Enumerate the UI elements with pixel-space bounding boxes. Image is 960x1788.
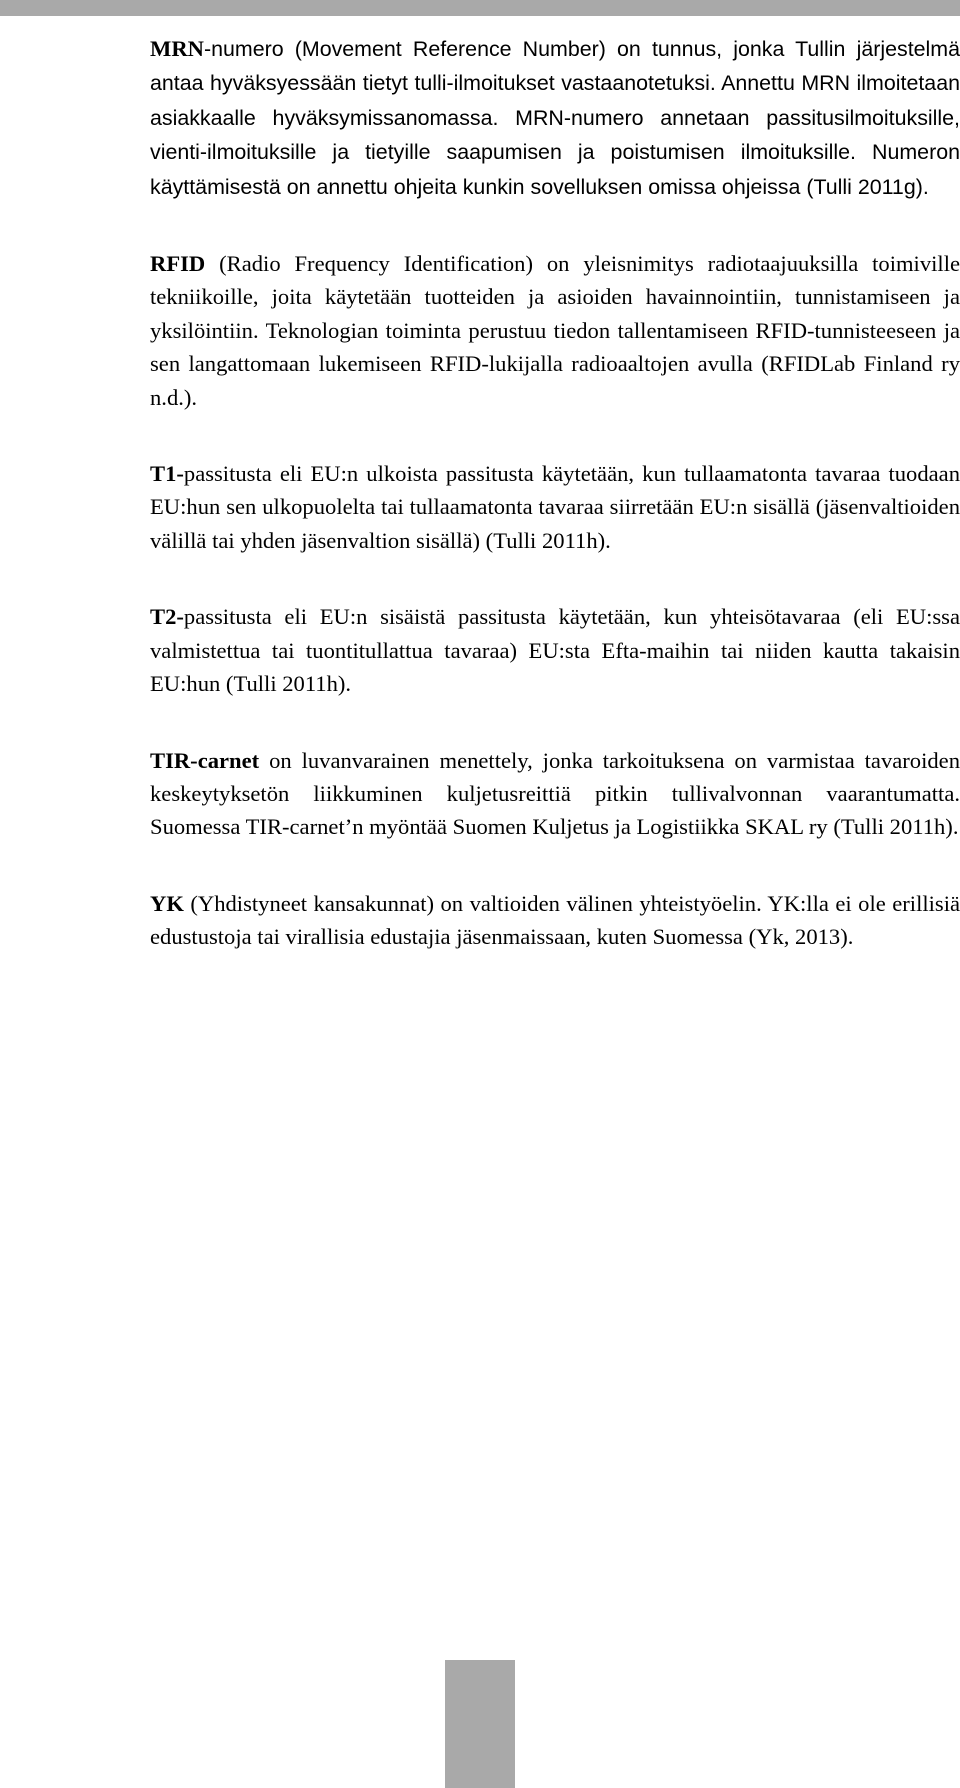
term: RFID bbox=[150, 251, 206, 277]
definition: (Yhdistyneet kansakunnat) on valtioiden välinen yhteistyöelin. YK:lla ei ole erillisiä edustustoja tai virallisia edustajia jäsenmaissaan, kuten Suomessa (Yk, 2013). bbox=[150, 890, 960, 950]
definition: passitusta eli EU:n ulkoista passitusta käytetään, kun tullaamatonta tavaraa tuodaan EU:hun sen ulkopuolelta tai tullaamatonta tavaraa siirretään EU:n sisällä (jäsenvaltioiden välillä tai yhden jäsenvaltion sisällä) (Tulli 2011h). bbox=[150, 461, 960, 553]
glossary-entry-tir-carnet bbox=[150, 744, 960, 844]
page-number-tab bbox=[445, 1660, 515, 1788]
glossary-entry-rfid bbox=[150, 247, 960, 414]
term: T2- bbox=[150, 604, 184, 630]
glossary bbox=[150, 32, 960, 997]
glossary-entry-t2 bbox=[150, 600, 960, 700]
definition: (Radio Frequency Identification) on yleisnimitys radiotaajuuksilla toimiville tekniikoille, joita käytetään tuotteiden ja asioiden havainnointiin, tunnistamiseen ja yksilöintiin. Teknologian toiminta perustuu tiedon tallentamiseen RFID-tunnisteeseen ja sen langattomaan lukemiseen RFID-lukijalla radioaaltojen avulla (RFIDLab Finland ry n.d.). bbox=[150, 251, 960, 410]
term: YK bbox=[150, 890, 184, 916]
definition: -numero (Movement Reference Number) on tunnus, jonka Tullin järjestelmä antaa hyväksyessään tietyt tulli-ilmoitukset vastaanotetuksi. Annettu MRN ilmoitetaan asiakkaalle hyväksymissanomassa. MRN-numero annetaan passitusilmoituksille, vienti-ilmoituksille ja tietyille saapumisen ja poistumisen ilmoituksille. Numeron käyttämisestä on annettu ohjeita kunkin sovelluksen omissa ohjeissa (Tulli 2011g). bbox=[150, 37, 960, 199]
term: TIR-carnet bbox=[150, 747, 260, 773]
glossary-entry-mrn bbox=[150, 32, 960, 204]
definition: passitusta eli EU:n sisäistä passitusta käytetään, kun yhteisötavaraa (eli EU:ssa valmistettua tai tuontitullattua tavaraa) EU:sta Efta-maihin tai niiden kautta takaisin EU:hun (Tulli 2011h). bbox=[150, 604, 960, 697]
glossary-entry-yk bbox=[150, 887, 960, 954]
term: T1- bbox=[150, 461, 184, 487]
glossary-entry-t1 bbox=[150, 457, 960, 557]
definition: on luvanvarainen menettely, jonka tarkoituksena on varmistaa tavaroiden keskeytyksetön liikkuminen kuljetusreittiä pitkin tullivalvonnan vaarantumatta. Suomessa TIR-carnet’n myöntää Suomen Kuljetus ja Logistiikka SKAL ry (Tulli 2011h). bbox=[150, 747, 960, 840]
term: MRN bbox=[150, 36, 204, 61]
top-bar bbox=[0, 0, 960, 16]
